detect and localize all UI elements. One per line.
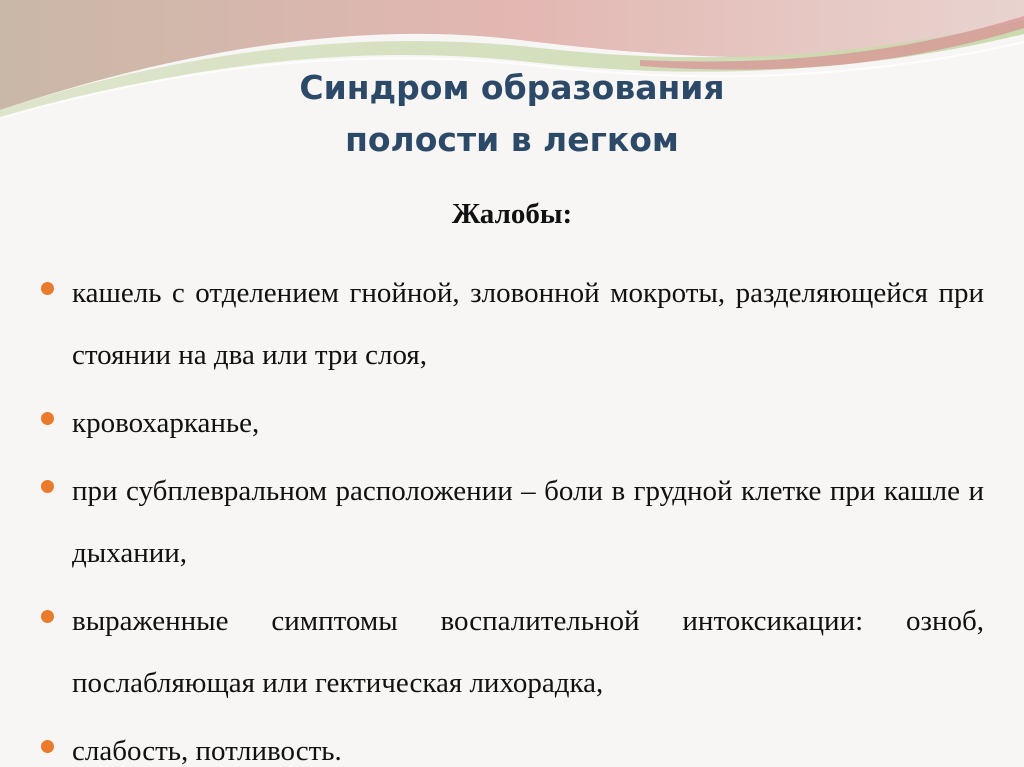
bullet-dot-icon <box>41 480 54 493</box>
bullet-dot-icon <box>41 412 54 425</box>
bullet-dot-icon <box>41 740 54 753</box>
slide-title-line-2: полости в легком <box>345 120 679 159</box>
list-item <box>38 262 984 386</box>
list-item-text: кровохарканье, <box>72 407 260 439</box>
list-item <box>38 392 984 454</box>
list-item-text: выраженные симптомы воспалительной интоксикации: озноб, послабляющая или гектическая лихорадка, <box>72 605 984 699</box>
complaints-list <box>38 262 984 767</box>
list-item <box>38 460 984 584</box>
list-item-text: кашель с отделением гнойной, зловонной мокроты, разделяющейся при стоянии на два или три слоя, <box>72 277 984 371</box>
list-item <box>38 590 984 714</box>
slide-title <box>0 62 1024 166</box>
list-item <box>38 720 984 767</box>
list-item-text: при субплевральном расположении – боли в грудной клетке при кашле и дыхании, <box>72 475 984 569</box>
slide-title-line-1: Синдром образования <box>299 68 725 107</box>
list-item-text: слабость, потливость. <box>72 735 342 767</box>
bullet-dot-icon <box>41 282 54 295</box>
complaints-heading: Жалобы: <box>451 198 573 230</box>
bullet-dot-icon <box>41 610 54 623</box>
